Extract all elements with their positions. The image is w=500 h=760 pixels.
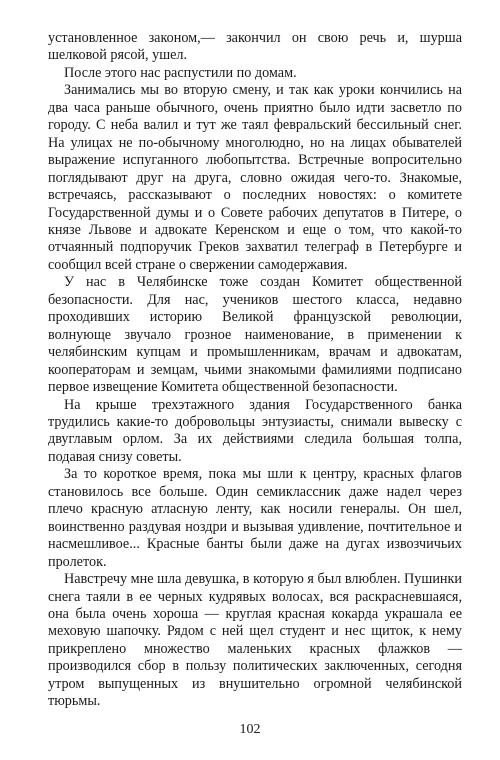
paragraph: После этого нас распустили по домам. <box>64 64 297 81</box>
paragraph: На крыше трехэтажного здания Государственного банка трудились какие-то добровольцы энтузиасты, снимали вывеску с двуглавым орлом. За их действиями следила большая толпа, подавая снизу советы. <box>48 396 462 465</box>
page-number: 102 <box>239 722 261 737</box>
paragraph: За то короткое время, пока мы шли к центру, красных флагов становилось все больше. Один семиклассник даже надел через плечо красную атласную ленту, как носили генералы. Он шел, воинственно раздувая ноздри и вызывая удивление, почтительное и насмешливое... Красные банты были даже на дугах извозчичьих пролеток. <box>48 466 462 570</box>
document-body <box>48 30 462 711</box>
paragraph: Занимались мы во вторую смену, и так как уроки кончились на два часа раньше обычного, очень приятно было идти засветло по городу. С неба валил и тут же таял февральский бессильный снег. На улицах не по-обычному многолюдно, но на лицах обывателей выражение испуганного любопытства. Встречные вопросительно поглядывают друг на друга, словно ожидая чего-то. Знакомые, встречаясь, рассказывают о последних новостях: о комитете Государственной думы и о Совете рабочих депутатов в Питере, о князе Львове и адвокате Керенском и еще о том, что какой-то отчаянный подпоручик Греков захватил телеграф в Петербурге и сообщил всей стране о свержении самодержавия. <box>48 82 462 273</box>
paragraph: Навстречу мне шла девушка, в которую я был влюблен. Пушинки снега таяли в ее черных кудрявых волосах, вся раскрасневшаяся, она была очень хороша — круглая красная кокарда украшала ее меховую шапочку. Рядом с ней щел студент и нес щиток, к нему прикреплено множество маленьких красных флажков — производился сбор в пользу политических заключенных, сегодня утром выпущенных из внушительно огромной челябинской тюрьмы. <box>48 571 462 710</box>
paragraph: У нас в Челябинске тоже создан Комитет общественной безопасности. Для нас, учеников шестого класса, недавно проходивших историю Великой французской революции, волнующе звучало грозное наименование, в применении к челябинским купцам и промышленникам, врачам и адвокатам, кооператорам и земцам, чьими знакомыми фамилиями подписано первое извещение Комитета общественной безопасности. <box>48 274 462 396</box>
paragraph-continuation: установленное законом,— закончил он свою речь и, шурша шелковой рясой, ушел. <box>48 30 462 64</box>
